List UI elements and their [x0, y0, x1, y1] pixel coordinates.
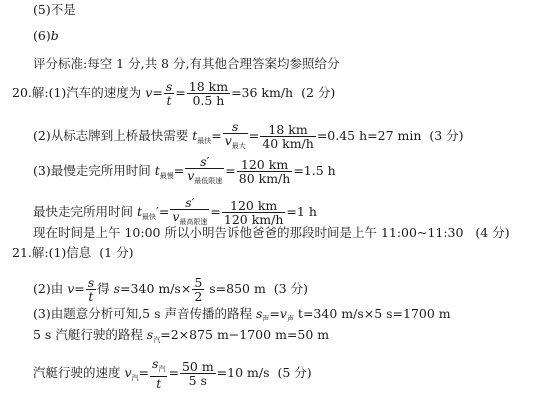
answer-6: (6)b [33, 28, 59, 43]
fraction-values: $\frac{18 km}{40 km/h}$ [262, 122, 314, 151]
score: (1 分) [99, 245, 134, 260]
score: (3 分) [429, 128, 464, 143]
q20-part5: 现在时间是上午 10:00 所以小明告诉他爸爸的那段时间是上午 11:00~11:30 (4 分) [33, 225, 510, 240]
score: (3 分) [273, 281, 308, 296]
q21-part1: 21.解:(1)信息 (1 分) [12, 245, 134, 260]
fraction-s-over-t: $\frac{s}{t}$ [165, 79, 173, 108]
q21-part5: 汽艇行驶的速度 $v_汽=$ $s_汽$ t = $\frac{50 m}{5 s}$ =10 m/s (5 分) [33, 356, 312, 391]
fraction-s-over-vhigh: s′ $v_{最高限速}$ [172, 195, 208, 226]
answer-5: (5)不是 [33, 2, 76, 17]
q20-part1: 20.解:(1)汽车的速度为 v= $\frac{s}{t}$ = $\frac{18 km}{0.5 h}$ =36 km/h (2 分) [12, 79, 336, 108]
q21-part3: (3)由题意分析可知,5 s 声音传播的路程 $s_声=v_声$ t=340 m/s×5 s=1700 m [33, 306, 451, 323]
score: (4 分) [475, 225, 510, 240]
q21-part2: (2)由 v= $\frac{s}{t}$ 得 s=340 m/s× $\frac{5}{2}$ s=850 m (3 分) [33, 275, 308, 304]
fraction-s-over-vmin: s′ $v_{最低限速}$ [187, 154, 223, 185]
fraction-s-over-vmax: s $v_{最大}$ [224, 119, 246, 150]
fraction-values: $\frac{18 km}{0.5 h}$ [188, 79, 229, 108]
fraction-five-halves: $\frac{5}{2}$ [194, 275, 203, 304]
grading-standard: 评分标准:每空 1 分,共 8 分,有其他合理答案均参照给分 [33, 56, 340, 71]
q20-part4: 最快走完所用时间 $t_{最快}'=$ s′ $v_{最高限速}$ = $\frac{120 km}{120 km/h}$ =1 h [33, 195, 317, 227]
fraction-values: $\frac{120 km}{120 km/h}$ [223, 198, 284, 227]
q21-part4: 5 s 汽艇行驶的路程 $s_汽=2\times 875$ m−1700 m=50 m [33, 327, 330, 344]
fraction-s-over-t: $\frac{s}{t}$ [87, 275, 95, 304]
q20-part3: (3)最慢走完所用时间 $t_{最慢}=$ s′ $v_{最低限速}$ = $\frac{120 km}{80 km/h}$ =1.5 h [33, 154, 336, 186]
fraction-s-over-t: $s_汽$ t [152, 356, 166, 391]
score: (5 分) [277, 365, 312, 380]
q20-part2: (2)从标志牌到上桥最快需要 $t_{最快}=$ s $v_{最大}$ = $\frac{18 km}{40 km/h}$ =0.45 h=27 min (3 分) [33, 119, 464, 151]
question-number: 20. [12, 85, 32, 100]
fraction-values: $\frac{50 m}{5 s}$ [181, 359, 214, 388]
score: (2 分) [301, 85, 336, 100]
fraction-values: $\frac{120 km}{80 km/h}$ [238, 157, 291, 186]
question-number: 21. [12, 245, 32, 260]
